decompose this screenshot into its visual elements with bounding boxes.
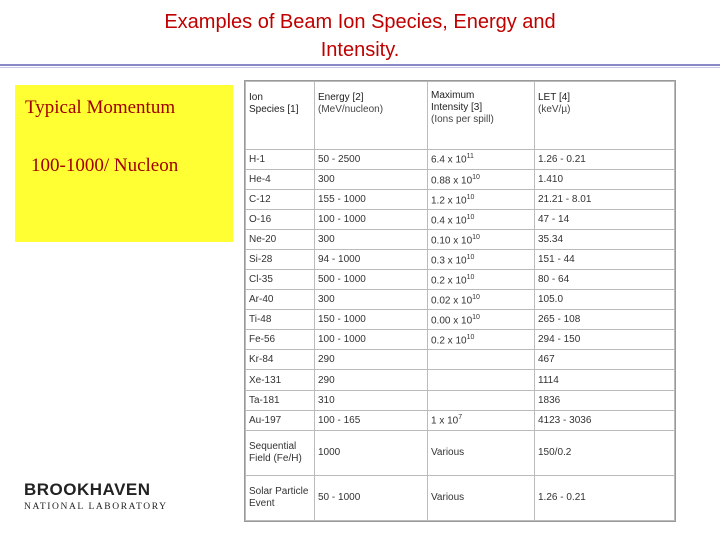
brookhaven-logo — [24, 480, 184, 514]
cell-energy: 50 - 1000 — [315, 475, 428, 520]
cell-intensity — [428, 230, 535, 250]
cell-energy: 300 — [315, 290, 428, 310]
slide-title-line2: Intensity. — [320, 39, 400, 61]
intensity-base: 0.00 x 10 — [431, 315, 473, 327]
cell-let: 105.0 — [535, 290, 675, 310]
header-intensity-line1: Maximum — [431, 90, 475, 101]
slide-title — [60, 8, 660, 64]
header-energy-line2: (MeV/nucleon) — [318, 104, 384, 115]
beam-species-table — [244, 80, 676, 522]
cell-let: 80 - 64 — [535, 270, 675, 290]
beam-table — [245, 81, 675, 521]
cell-intensity — [428, 170, 535, 190]
cell-let: 151 - 44 — [535, 250, 675, 270]
cell-let: 467 — [535, 350, 675, 370]
cell-let: 1114 — [535, 370, 675, 390]
title-divider-shadow — [0, 67, 720, 68]
table-body — [246, 150, 675, 521]
table-row — [246, 370, 675, 390]
cell-ion: Sequential Field (Fe/H) — [246, 430, 315, 475]
table-row — [246, 475, 675, 520]
cell-energy: 50 - 2500 — [315, 150, 428, 170]
cell-let: 35.34 — [535, 230, 675, 250]
cell-intensity — [428, 150, 535, 170]
cell-energy: 310 — [315, 390, 428, 410]
cell-energy: 94 - 1000 — [315, 250, 428, 270]
cell-intensity — [428, 250, 535, 270]
intensity-base: 6.4 x 10 — [431, 154, 467, 166]
cell-energy: 300 — [315, 170, 428, 190]
intensity-exponent: 10 — [472, 173, 480, 181]
intensity-exponent: 10 — [472, 233, 480, 241]
header-intensity-line2: Intensity [3] — [431, 102, 483, 113]
cell-let: 1836 — [535, 390, 675, 410]
intensity-base: 1.2 x 10 — [431, 194, 467, 206]
cell-let: 1.26 - 0.21 — [535, 475, 675, 520]
cell-intensity — [428, 310, 535, 330]
table-row — [246, 350, 675, 370]
cell-ion: Ti-48 — [246, 310, 315, 330]
cell-let: 4123 - 3036 — [535, 410, 675, 430]
intensity-base: 0.02 x 10 — [431, 295, 473, 307]
cell-ion: Au-197 — [246, 410, 315, 430]
cell-energy: 100 - 165 — [315, 410, 428, 430]
header-intensity-line3: (Ions per spill) — [431, 114, 494, 125]
logo-sub-text: NATIONAL LABORATORY — [24, 502, 168, 512]
momentum-callout — [15, 85, 233, 242]
table-header-row — [246, 82, 675, 150]
table-row — [246, 150, 675, 170]
cell-energy: 290 — [315, 350, 428, 370]
cell-intensity — [428, 410, 535, 430]
cell-let: 265 - 108 — [535, 310, 675, 330]
cell-intensity — [428, 290, 535, 310]
cell-energy: 100 - 1000 — [315, 330, 428, 350]
cell-energy: 155 - 1000 — [315, 190, 428, 210]
cell-ion: Xe-131 — [246, 370, 315, 390]
cell-ion: He-4 — [246, 170, 315, 190]
header-let-line2: (keV/µ) — [538, 104, 571, 115]
cell-intensity — [428, 330, 535, 350]
header-let — [535, 82, 675, 150]
intensity-base: 0.88 x 10 — [431, 174, 473, 186]
cell-intensity — [428, 190, 535, 210]
table-row — [246, 290, 675, 310]
table-row — [246, 230, 675, 250]
cell-intensity — [428, 210, 535, 230]
cell-let: 47 - 14 — [535, 210, 675, 230]
table-row — [246, 210, 675, 230]
cell-ion: Ar-40 — [246, 290, 315, 310]
intensity-exponent: 10 — [472, 293, 480, 301]
cell-let: 21.21 - 8.01 — [535, 190, 675, 210]
cell-intensity — [428, 390, 535, 410]
intensity-exponent: 10 — [466, 213, 475, 221]
callout-line2: 100-1000/ Nucleon — [31, 155, 179, 176]
cell-ion: Si-28 — [246, 250, 315, 270]
cell-ion: Fe-56 — [246, 330, 315, 350]
table-row — [246, 270, 675, 290]
intensity-exponent: 10 — [466, 253, 475, 261]
header-intensity — [428, 82, 535, 150]
logo-main-text: BROOKHAVEN — [24, 480, 151, 499]
cell-intensity: Various — [428, 475, 535, 520]
cell-intensity: Various — [428, 430, 535, 475]
intensity-base: 0.2 x 10 — [431, 275, 467, 286]
cell-intensity — [428, 350, 535, 370]
intensity-exponent: 11 — [466, 153, 474, 161]
intensity-exponent: 10 — [466, 333, 475, 341]
cell-ion: O-16 — [246, 210, 315, 230]
cell-energy: 500 - 1000 — [315, 270, 428, 290]
intensity-exponent: 10 — [466, 193, 475, 201]
header-energy — [315, 82, 428, 150]
cell-ion: H-1 — [246, 150, 315, 170]
cell-ion: Ne-20 — [246, 230, 315, 250]
table-row — [246, 390, 675, 410]
slide-title-line1: Examples of Beam Ion Species, Energy and — [164, 11, 556, 33]
cell-intensity — [428, 270, 535, 290]
header-ion-line2: Species [1] — [249, 104, 299, 115]
intensity-base: 1 x 10 — [431, 415, 459, 427]
intensity-exponent: 10 — [466, 273, 475, 281]
table-row — [246, 190, 675, 210]
cell-energy: 1000 — [315, 430, 428, 475]
table-row — [246, 310, 675, 330]
table-row — [246, 170, 675, 190]
cell-energy: 100 - 1000 — [315, 210, 428, 230]
intensity-base: 0.3 x 10 — [431, 254, 467, 266]
cell-ion: Cl-35 — [246, 270, 315, 290]
callout-line1: Typical Momentum — [25, 97, 176, 118]
header-energy-line1: Energy [2] — [318, 92, 364, 103]
intensity-base: 0.10 x 10 — [431, 234, 473, 246]
intensity-base: 0.2 x 10 — [431, 335, 467, 347]
cell-let: 1.410 — [535, 170, 675, 190]
cell-ion: Ta-181 — [246, 390, 315, 410]
cell-energy: 150 - 1000 — [315, 310, 428, 330]
cell-energy: 290 — [315, 370, 428, 390]
intensity-exponent: 7 — [458, 413, 463, 421]
table-row — [246, 330, 675, 350]
intensity-base: 0.4 x 10 — [431, 214, 467, 226]
header-ion-line1: Ion — [249, 92, 263, 103]
title-divider — [0, 64, 720, 66]
table-row — [246, 250, 675, 270]
cell-let: 294 - 150 — [535, 330, 675, 350]
header-ion — [246, 82, 315, 150]
cell-let: 1.26 - 0.21 — [535, 150, 675, 170]
cell-intensity — [428, 370, 535, 390]
cell-ion: Kr-84 — [246, 350, 315, 370]
cell-energy: 300 — [315, 230, 428, 250]
table-row — [246, 410, 675, 430]
cell-ion: Solar Particle Event — [246, 475, 315, 520]
intensity-exponent: 10 — [472, 313, 480, 321]
table-row — [246, 430, 675, 475]
header-let-line1: LET [4] — [538, 92, 571, 103]
cell-ion: C-12 — [246, 190, 315, 210]
cell-let: 150/0.2 — [535, 430, 675, 475]
